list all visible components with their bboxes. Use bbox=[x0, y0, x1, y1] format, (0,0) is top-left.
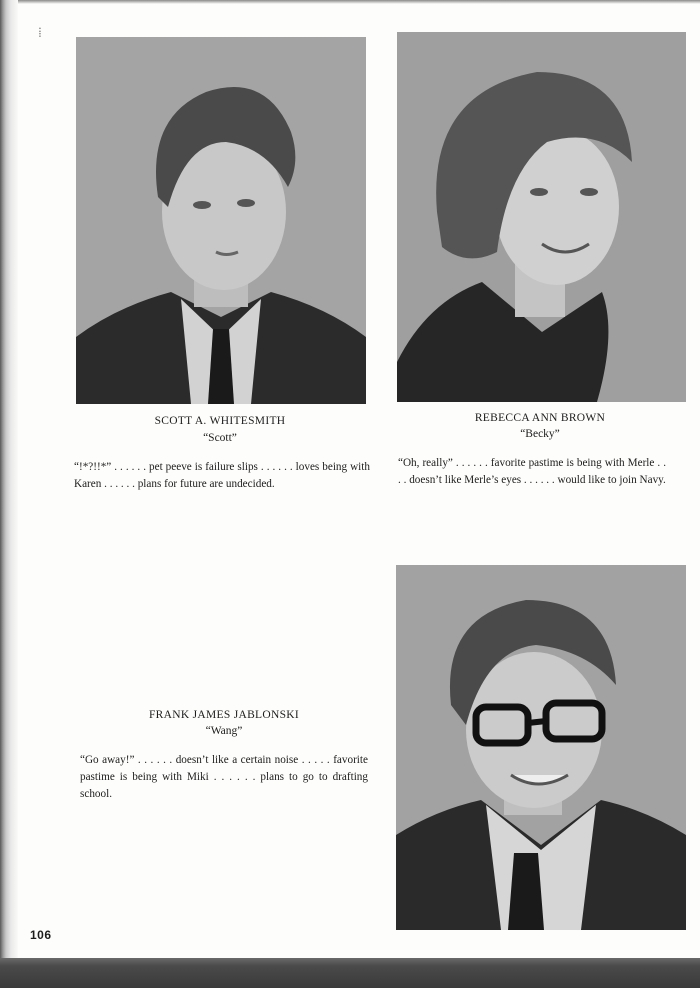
student-name: REBECCA ANN BROWN bbox=[474, 412, 606, 424]
portrait-photo-scott bbox=[76, 37, 366, 404]
student-nickname: “Becky” bbox=[520, 428, 560, 440]
portrait-photo-frank bbox=[396, 565, 686, 930]
student-bio: “Oh, really” . . . . . . favorite pastime is being with Merle . . . . doesn’t like Merle’s eyes . . . . . . would like to join Navy. bbox=[398, 457, 666, 486]
student-nickname: “Wang” bbox=[205, 725, 243, 737]
student-bio: “!*?!!*” . . . . . . pet peeve is failure slips . . . . . . loves being with Karen . . . . . . plans for future are undecided. bbox=[74, 461, 370, 490]
student-bio: “Go away!” . . . . . . doesn’t like a certain noise . . . . . favorite pastime is being with Miki . . . . . . plans to go to drafting school. bbox=[80, 754, 368, 800]
page-top-edge bbox=[18, 0, 700, 4]
scanner-bottom-edge bbox=[0, 958, 700, 988]
student-name: SCOTT A. WHITESMITH bbox=[154, 415, 286, 427]
portrait-photo-rebecca bbox=[397, 32, 686, 402]
student-name: FRANK JAMES JABLONSKI bbox=[148, 709, 300, 721]
page-smudge-mark: ⁞ bbox=[38, 26, 42, 41]
book-binding-shadow bbox=[0, 0, 18, 988]
student-nickname: “Scott” bbox=[203, 432, 237, 444]
page-number: 106 bbox=[30, 928, 52, 942]
